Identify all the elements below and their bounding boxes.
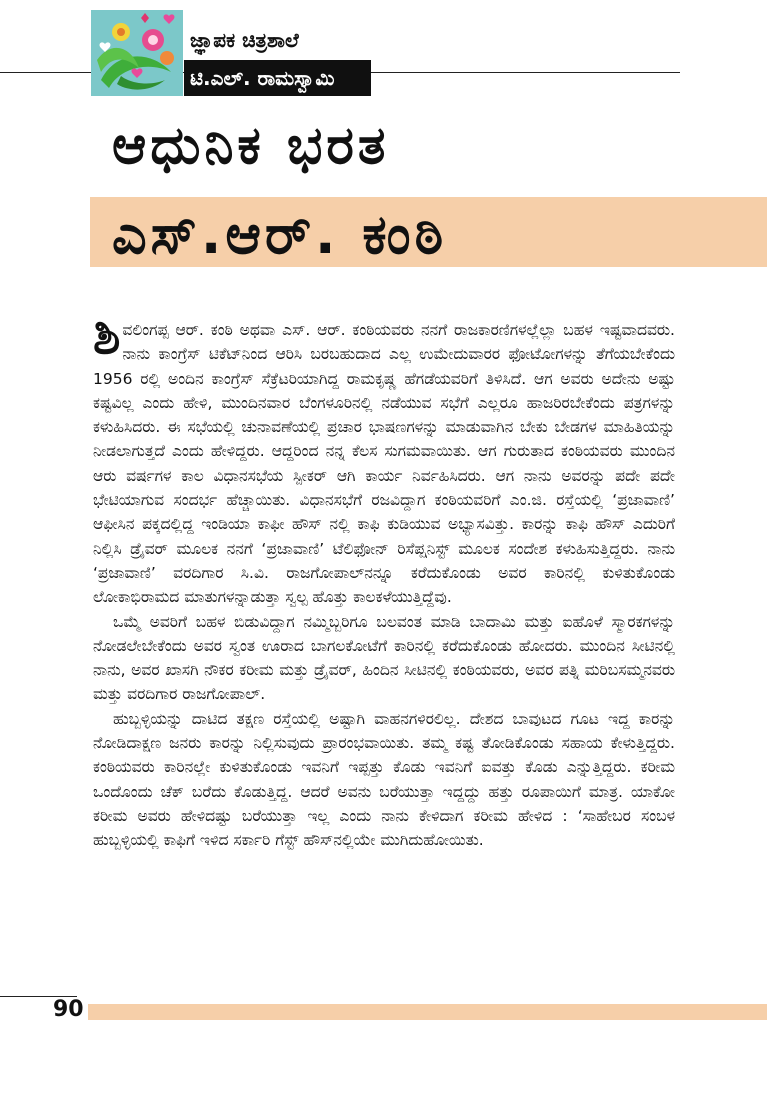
body-paragraph: ಹುಬ್ಬಳ್ಳಿಯನ್ನು ದಾಟಿದ ತಕ್ಷಣ ರಸ್ತೆಯಲ್ಲಿ ಅಷ್ಟಾಗಿ ವಾಹನಗಳಿರಲಿಲ್ಲ. ದೇಶದ ಬಾವುಟದ ಗೂಟ ಇದ್ದ ಕಾರನ್ನು ನೋಡಿದಾಕ್ಷಣ ಜನರು ಕಾರನ್ನು ನಿಲ್ಲಿಸುವುದು ಪ್ರಾರಂಭವಾಯಿತು. ತಮ್ಮ ಕಷ್ಟ ತೋಡಿಕೊಂಡು ಸಹಾಯ ಕೇಳುತ್ತಿದ್ದರು. ಕಂಠಿಯವರು ಕಾರಿನಲ್ಲೇ ಕುಳಿತುಕೊಂಡು ಇವನಿಗೆ ಇಪ್ಪತ್ತು ಕೊಡು ಇವನಿಗೆ ಐವತ್ತು ಕೊಡು ಎನ್ನುತ್ತಿದ್ದರು. ಕರೀಮ ಒಂದೊಂದು ಚೆಕ್ ಬರೆದು ಕೊಡುತ್ತಿದ್ದ. ಆದರೆ ಅವನು ಬರೆಯುತ್ತಾ ಇದ್ದದ್ದು ಹತ್ತು ರೂಪಾಯಿಗೆ ಮಾತ್ರ. ಯಾಕೋ ಕರೀಮ ಅವರು ಹೇಳಿದಷ್ಟು ಬರೆಯುತ್ತಾ ಇಲ್ಲ ಎಂದು ನಾನು ಕೇಳಿದಾಗ ಕರೀಮ ಹೇಳಿದ : ‘ಸಾಹೇಬರ ಸಂಬಳ ಹುಬ್ಬಳ್ಳಿಯಲ್ಲಿ ಕಾಫಿಗೆ ಇಳಿದ ಸರ್ಕಾರಿ ಗೆಸ್ಟ್ ಹೌಸ್‌ನಲ್ಲಿಯೇ ಮುಗಿದುಹೋಯಿತು.	[93, 709, 675, 850]
series-title: ಜ್ಞಾಪಕ ಚಿತ್ರಶಾಲೆ	[190, 28, 299, 52]
article-subject: ಎಸ್.ಆರ್. ಕಂಠಿ	[112, 203, 448, 266]
page-number: 90	[53, 997, 84, 1022]
article-title: ಆಧುನಿಕ ಭರತ	[112, 116, 390, 176]
body-paragraph	[93, 307, 675, 610]
author-name: ಟಿ.ಎಲ್. ರಾಮಸ್ವಾಮಿ	[190, 66, 335, 90]
drop-cap: ಶಿ	[93, 307, 121, 365]
article-body	[93, 307, 675, 853]
flower-bouquet-logo	[91, 10, 183, 96]
author-label	[184, 60, 371, 96]
paragraph-text: ವಲಿಂಗಪ್ಪ ಆರ್. ಕಂಠಿ ಅಥವಾ ಎಸ್. ಆರ್. ಕಂಠಿಯವರು ನನಗೆ ರಾಜಕಾರಣಿಗಳಲ್ಲೆಲ್ಲಾ ಬಹಳ ಇಷ್ಟವಾದವರು. ನಾನು ಕಾಂಗ್ರೆಸ್ ಟಿಕೆಟ್‌ನಿಂದ ಆರಿಸಿ ಬರಬಹುದಾದ ಎಲ್ಲ ಉಮೇದುವಾರರ ಫೋಟೋಗಳನ್ನು ತೆಗೆಯಬೇಕೆಂದು 1956 ರಲ್ಲಿ ಅಂದಿನ ಕಾಂಗ್ರೆಸ್ ಸೆಕ್ರೆಟರಿಯಾಗಿದ್ದ ರಾಮಕೃಷ್ಣ ಹೆಗಡೆಯವರಿಗೆ ತಿಳಿಸಿದೆ. ಆಗ ಅವರು ಅದೇನು ಅಷ್ಟು ಕಷ್ಟವಿಲ್ಲ ಎಂದು ಹೇಳಿ, ಮುಂದಿನವಾರ ಬೆಂಗಳೂರಿನಲ್ಲಿ ನಡೆಯುವ ಸಭೆಗೆ ಎಲ್ಲರೂ ಹಾಜರಿರಬೇಕೆಂದು ಪತ್ರಗಳನ್ನು ಕಳುಹಿಸಿದರು. ಈ ಸಭೆಯಲ್ಲಿ ಚುನಾವಣೆಯಲ್ಲಿ ಪ್ರಚಾರ ಭಾಷಣಗಳನ್ನು ಮಾಡುವಾಗಿನ ಬೇಕು ಬೇಡಗಳ ಮಾಹಿತಿಯನ್ನು ನೀಡಲಾಗುತ್ತದೆ ಎಂದು ಹೇಳಿದ್ದರು. ಆದ್ದರಿಂದ ನನ್ನ ಕೆಲಸ ಸುಗಮವಾಯಿತು. ಆಗ ಗುರುತಾದ ಕಂಠಿಯವರು ಮುಂದಿನ ಆರು ವರ್ಷಗಳ ಕಾಲ ವಿಧಾನಸಭೆಯ ಸ್ಪೀಕರ್ ಆಗಿ ಕಾರ್ಯ ನಿರ್ವಹಿಸಿದರು. ಆಗ ನಾನು ಅವರನ್ನು ಪದೇ ಪದೇ ಭೇಟಿಯಾಗುವ ಸಂದರ್ಭ ಹೆಚ್ಚಾಯಿತು. ವಿಧಾನಸಭೆಗೆ ರಜವಿದ್ದಾಗ ಕಂಠಿಯವರಿಗೆ ಎಂ.ಜಿ. ರಸ್ತೆಯಲ್ಲಿ ‘ಪ್ರಜಾವಾಣಿ’ ಆಫೀಸಿನ ಪಕ್ಕದಲ್ಲಿದ್ದ ಇಂಡಿಯಾ ಕಾಫೀ ಹೌಸ್ ನಲ್ಲಿ ಕಾಫಿ ಕುಡಿಯುವ ಅಭ್ಯಾಸವಿತ್ತು. ಕಾರನ್ನು ಕಾಫಿ ಹೌಸ್ ಎದುರಿಗೆ ನಿಲ್ಲಿಸಿ ಡ್ರೈವರ್ ಮೂಲಕ ನನಗೆ ‘ಪ್ರಜಾವಾಣಿ’ ಟೆಲಿಫೋನ್ ರಿಸೆಪ್ಷನಿಸ್ಟ್ ಮೂಲಕ ಸಂದೇಶ ಕಳುಹಿಸುತ್ತಿದ್ದರು. ನಾನು ‘ಪ್ರಜಾವಾಣಿ’ ವರದಿಗಾರ ಸಿ.ವಿ. ರಾಜಗೋಪಾಲ್‌ನನ್ನೂ ಕರೆದುಕೊಂಡು ಅವರ ಕಾರಿನಲ್ಲಿ ಕುಳಿತುಕೊಂಡು ಲೋಕಾಭಿರಾಮದ ಮಾತುಗಳನ್ನಾಡುತ್ತಾ ಸ್ವಲ್ಪ ಹೊತ್ತು ಕಾಲಕಳೆಯುತ್ತಿದ್ದೆವು.	[93, 321, 675, 607]
body-paragraph: ಒಮ್ಮೆ ಅವರಿಗೆ ಬಹಳ ಬಿಡುವಿದ್ದಾಗ ನಮ್ಮಿಬ್ಬರಿಗೂ ಬಲವಂತ ಮಾಡಿ ಬಾದಾಮಿ ಮತ್ತು ಐಹೊಳೆ ಸ್ಮಾರಕಗಳನ್ನು ನೋಡಲೇಬೇಕೆಂದು ಅವರ ಸ್ವಂತ ಊರಾದ ಬಾಗಲಕೋಟೆಗೆ ಕಾರಿನಲ್ಲಿ ಕರೆದುಕೊಂಡು ಹೋದರು. ಮುಂದಿನ ಸೀಟಿನಲ್ಲಿ ನಾನು, ಅವರ ಖಾಸಗಿ ನೌಕರ ಕರೀಮ ಮತ್ತು ಡ್ರೈವರ್, ಹಿಂದಿನ ಸೀಟಿನಲ್ಲಿ ಕಂಠಿಯವರು, ಅವರ ಪತ್ನಿ ಮರಿಬಸಮ್ಮನವರು ಮತ್ತು ವರದಿಗಾರ ರಾಜಗೋಪಾಲ್.	[93, 612, 675, 704]
footer-band	[88, 1004, 767, 1020]
